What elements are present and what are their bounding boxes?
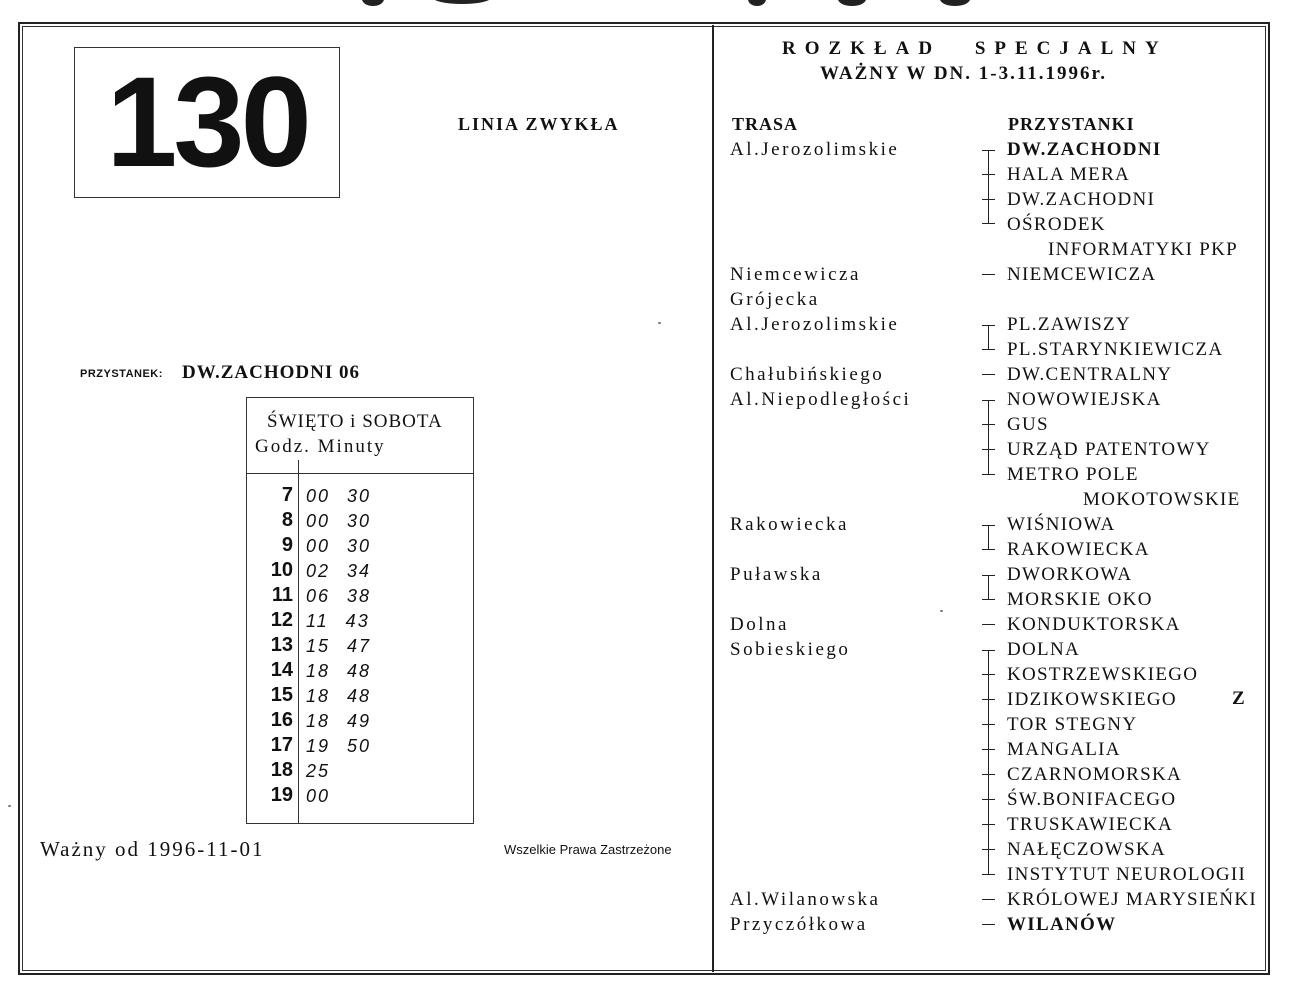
route-bracket [988, 150, 989, 223]
route-tick [982, 174, 995, 175]
route-stop: KOSTRZEWSKIEGO [1007, 664, 1199, 685]
timetable-row [247, 559, 473, 584]
route-tick [982, 599, 995, 600]
timetable-row [247, 484, 473, 509]
route-bracket [988, 325, 989, 349]
minutes-cell: 19 50 [306, 736, 372, 756]
route-bracket [988, 650, 989, 874]
hour-cell: 8 [281, 509, 293, 531]
route-street: Al.Niepodległości [730, 389, 912, 410]
line-number-box [74, 47, 340, 198]
route-tick [982, 374, 995, 375]
timetable-row [247, 709, 473, 734]
timetable-row [247, 734, 473, 759]
route-tick [982, 799, 995, 800]
route-street: Dolna [730, 614, 789, 635]
hour-cell: 17 [270, 734, 293, 756]
hour-cell: 13 [270, 634, 293, 656]
hour-cell: 11 [271, 584, 293, 606]
stop-name: DW.ZACHODNI 06 [182, 362, 360, 383]
route-stop: KRÓLOWEJ MARYSIEŃKI [1007, 889, 1258, 910]
hour-cell: 14 [270, 659, 293, 681]
special-schedule-dates: WAŻNY W DN. 1-3.11.1996r. [820, 63, 1107, 84]
route-stop: IDZIKOWSKIEGO [1007, 689, 1177, 710]
timetable-row [247, 534, 473, 559]
route-street: Rakowiecka [730, 514, 849, 535]
route-stop: ŚW.BONIFACEGO [1007, 789, 1177, 810]
scan-speck [940, 610, 943, 612]
route-tick [982, 199, 995, 200]
route-tick [982, 724, 995, 725]
route-stop: TOR STEGNY [1007, 714, 1138, 735]
valid-from: Ważny od 1996-11-01 [40, 837, 265, 861]
hour-cell: 9 [281, 534, 293, 556]
route-column-header: TRASA [732, 114, 799, 134]
route-street: Al.Jerozolimskie [730, 314, 900, 335]
panel-divider [712, 25, 714, 972]
route-tick [982, 874, 995, 875]
minutes-cell: 11 43 [306, 611, 370, 631]
timetable-subtitle: Godz. Minuty [255, 436, 386, 457]
route-tick [982, 325, 995, 326]
route-tick [982, 674, 995, 675]
route-tick [982, 774, 995, 775]
timetable-header [247, 398, 473, 474]
route-stop: MANGALIA [1007, 739, 1121, 760]
timetable-title: ŚWIĘTO i SOBOTA [267, 411, 443, 432]
minutes-cell: 18 49 [306, 711, 372, 731]
route-tick [982, 650, 995, 651]
route-stop: DW.CENTRALNY [1007, 364, 1173, 385]
route-stop: DWORKOWA [1007, 564, 1133, 585]
line-type: LINIA ZWYKŁA [458, 114, 620, 134]
route-tick [982, 699, 995, 700]
timetable-row [247, 659, 473, 684]
route-tick [982, 849, 995, 850]
timetable-row [247, 509, 473, 534]
timetable-row [247, 609, 473, 634]
route-tick [982, 424, 995, 425]
route-stop: NAŁĘCZOWSKA [1007, 839, 1166, 860]
route-stop: MORSKIE OKO [1007, 589, 1153, 610]
hour-cell: 18 [270, 759, 293, 781]
route-stop: RAKOWIECKA [1007, 539, 1150, 560]
scan-artifacts [0, 0, 1290, 12]
minutes-cell: 00 30 [306, 511, 372, 531]
route-street: Przyczółkowa [730, 914, 868, 935]
timetable-row [247, 684, 473, 709]
timetable-row [247, 784, 473, 809]
route-tick [982, 924, 995, 925]
timetable-row [247, 584, 473, 609]
hour-cell: 15 [270, 684, 293, 706]
scan-speck [658, 322, 661, 324]
minutes-cell: 18 48 [306, 661, 372, 681]
route-bracket [988, 400, 989, 474]
rights-notice: Wszelkie Prawa Zastrzeżone [504, 842, 672, 857]
route-tick [982, 474, 995, 475]
route-street: Chałubińskiego [730, 364, 885, 385]
minutes-cell: 00 [306, 786, 331, 806]
minutes-cell: 00 30 [306, 536, 372, 556]
hour-cell: 10 [270, 559, 293, 581]
route-bracket [988, 575, 989, 599]
route-tick [982, 525, 995, 526]
route-stop: KONDUKTORSKA [1007, 614, 1181, 635]
route-street: Sobieskiego [730, 639, 851, 660]
scan-speck [8, 805, 11, 807]
route-tick [982, 349, 995, 350]
hour-cell: 7 [281, 484, 293, 506]
route-street: Puławska [730, 564, 823, 585]
stops-column-header: PRZYSTANKI [1008, 114, 1135, 134]
line-number: 130 [106, 50, 308, 194]
route-stop: NIEMCEWICZA [1007, 264, 1157, 285]
route-bracket [988, 525, 989, 549]
route-tick [982, 575, 995, 576]
route-stop: TRUSKAWIECKA [1007, 814, 1174, 835]
route-tick [982, 274, 995, 275]
hour-cell: 19 [270, 784, 293, 806]
side-letter: Z [1232, 688, 1245, 709]
route-stop: WILANÓW [1007, 914, 1117, 935]
timetable [246, 397, 474, 824]
route-stop: PL.STARYNKIEWICZA [1007, 339, 1224, 360]
minutes-cell: 06 38 [306, 586, 372, 606]
minutes-cell: 02 34 [306, 561, 372, 581]
route-stop: DW.ZACHODNI [1007, 189, 1156, 210]
route-stop: OŚRODEK [1007, 214, 1106, 235]
route-stop: GUS [1007, 414, 1049, 435]
stop-label: PRZYSTANEK: [80, 368, 163, 380]
route-tick [982, 824, 995, 825]
route-stop: METRO POLE [1007, 464, 1139, 485]
route-stop: URZĄD PATENTOWY [1007, 439, 1211, 460]
route-tick [982, 150, 995, 151]
route-stop: DOLNA [1007, 639, 1080, 660]
minutes-cell: 15 47 [306, 636, 372, 656]
route-stop: DW.ZACHODNI [1007, 139, 1162, 160]
timetable-row [247, 634, 473, 659]
route-stop: INSTYTUT NEUROLOGII [1007, 864, 1247, 885]
hour-cell: 16 [270, 709, 293, 731]
route-stop: WIŚNIOWA [1007, 514, 1116, 535]
route-stop: INFORMATYKI PKP [1048, 239, 1238, 260]
minutes-cell: 25 [306, 761, 331, 781]
route-tick [982, 899, 995, 900]
route-street: Al.Wilanowska [730, 889, 881, 910]
route-street: Al.Jerozolimskie [730, 139, 900, 160]
minutes-cell: 00 30 [306, 486, 372, 506]
route-tick [982, 400, 995, 401]
route-stop: CZARNOMORSKA [1007, 764, 1183, 785]
special-schedule-title: ROZKŁAD SPECJALNY [782, 38, 1168, 59]
route-street: Grójecka [730, 289, 820, 310]
timetable-row [247, 759, 473, 784]
minutes-cell: 18 48 [306, 686, 372, 706]
route-stop: PL.ZAWISZY [1007, 314, 1131, 335]
route-stop: MOKOTOWSKIE [1083, 489, 1241, 510]
route-stop: HALA MERA [1007, 164, 1131, 185]
route-tick [982, 749, 995, 750]
hour-cell: 12 [270, 609, 293, 631]
route-tick [982, 549, 995, 550]
route-street: Niemcewicza [730, 264, 861, 285]
route-tick [982, 449, 995, 450]
route-tick [982, 223, 995, 224]
route-tick [982, 624, 995, 625]
route-stop: NOWOWIEJSKA [1007, 389, 1162, 410]
